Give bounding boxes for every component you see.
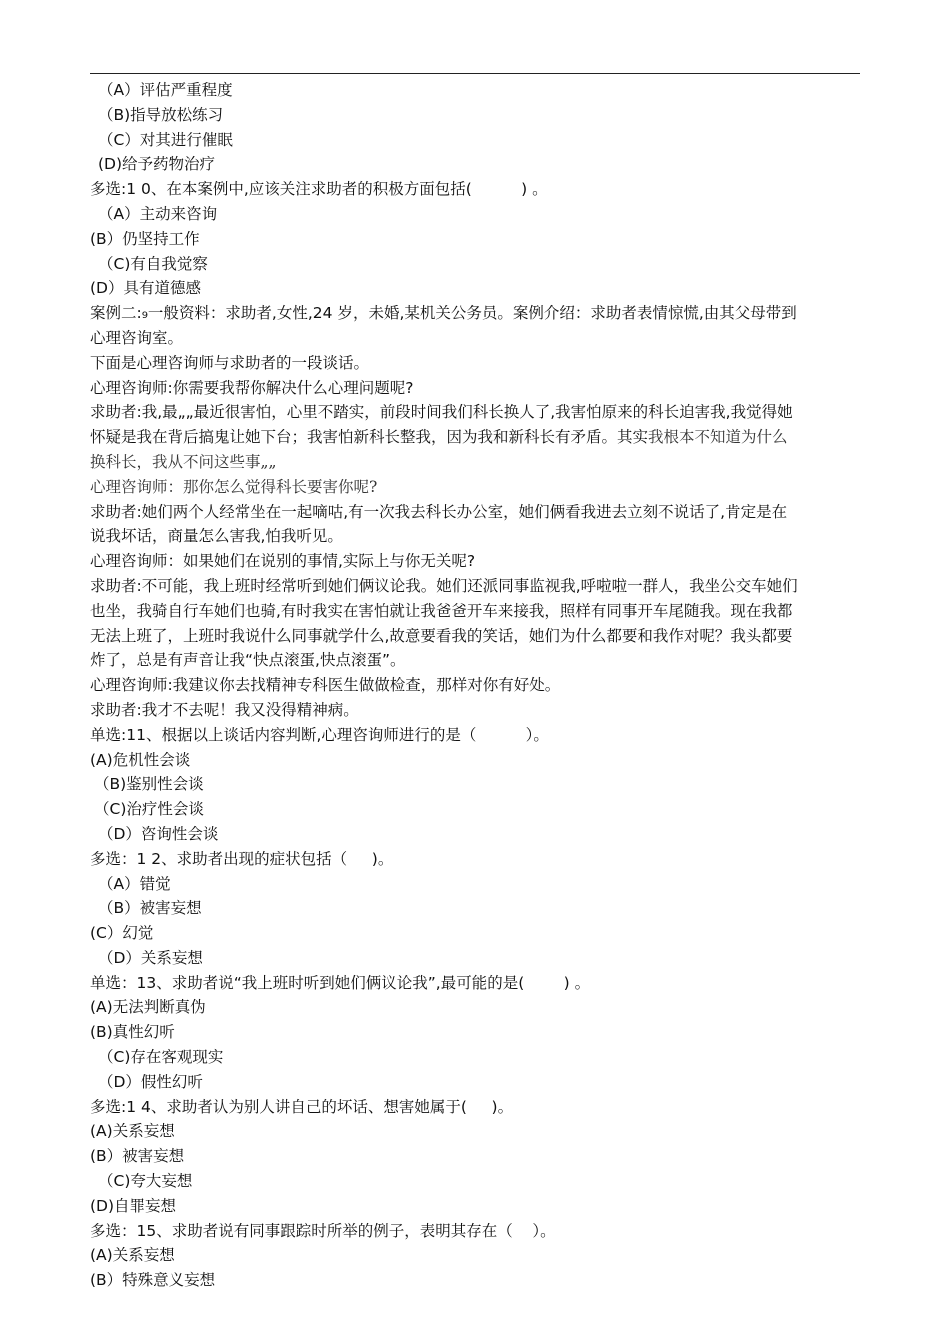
q11-option-a: (A)危机性会谈 bbox=[90, 750, 191, 769]
dialogue-client-2-line1: 求助者:她们两个人经常坐在一起嘀咕,有一次我去科长办公室，她们俩看我进去立刻不说话了,肯定是在 bbox=[90, 502, 788, 521]
dialogue-client-4: 求助者:我才不去呢！我又没得精神病。 bbox=[90, 700, 359, 719]
dialogue-counselor-4: 心理咨询师:我建议你去找精神专科医生做做检查，那样对你有好处。 bbox=[90, 676, 561, 695]
q14-option-a: (A)关系妄想 bbox=[90, 1122, 175, 1141]
case2-intro-line2: 心理咨询室。 bbox=[90, 328, 184, 347]
dialogue-counselor-3: 心理咨询师：如果她们在说别的事情,实际上与你无关呢? bbox=[90, 552, 476, 571]
dialogue-counselor-1: 心理咨询师:你需要我帮你解决什么心理问题呢? bbox=[90, 378, 414, 397]
case2-lead: 下面是心理咨询师与求助者的一段谈话。 bbox=[90, 353, 370, 372]
q12-option-b: （B）被害妄想 bbox=[98, 899, 202, 918]
dialogue-client-3-line2: 也坐，我骑自行车她们也骑,有时我实在害怕就让我爸爸开车来接我，照样有同事开车尾随我。现在我都 bbox=[90, 601, 793, 620]
q15-option-b: (B）特殊意义妄想 bbox=[90, 1271, 216, 1290]
q14-option-b: (B）被害妄想 bbox=[90, 1147, 185, 1166]
q13-stem: 单选：13、求助者说“我上班时听到她们俩议论我”,最可能的是( ) 。 bbox=[90, 973, 591, 992]
dialogue-client-1-line2-part1: 怀疑是我在背后搞鬼让她下台；我害怕新科长整我，因为我和新科长有矛盾。其实 bbox=[90, 428, 649, 447]
q10-option-b: (B）仍坚持工作 bbox=[90, 229, 200, 248]
header-rule bbox=[90, 73, 860, 74]
q12-stem: 多选：1 2、求助者出现的症状包括（ )。 bbox=[90, 849, 394, 868]
dialogue-counselor-2: 心理咨询师：那你怎么觉得科长要害你呢? bbox=[90, 477, 378, 496]
q11-option-c: （C)治疗性会谈 bbox=[94, 800, 204, 819]
q12-option-a: （A）错觉 bbox=[98, 874, 171, 893]
q9-option-c: （C）对其进行催眠 bbox=[98, 130, 233, 149]
q14-option-d: (D)自罪妄想 bbox=[90, 1196, 177, 1215]
document-body bbox=[90, 78, 862, 1293]
q11-stem: 单选:11、根据以上谈话内容判断,心理咨询师进行的是（ ）。 bbox=[90, 725, 549, 744]
q11-option-b: （B)鉴别性会谈 bbox=[94, 775, 204, 794]
q10-option-a: （A）主动来咨询 bbox=[98, 204, 218, 223]
q11-option-d: （D）咨询性会谈 bbox=[98, 824, 219, 843]
q9-option-b: （B)指导放松练习 bbox=[98, 105, 224, 124]
dialogue-client-1-line1: 求助者:我,最„„最近很害怕，心里不踏实，前段时间我们科长换人了,我害怕原来的科长迫害我,我觉得她 bbox=[90, 403, 793, 422]
q13-option-c: （C)存在客观现实 bbox=[98, 1048, 224, 1067]
dialogue-client-1-line3: 换科长，我从不问这些事„„ bbox=[90, 452, 277, 471]
q12-option-c: (C）幻觉 bbox=[90, 924, 154, 943]
q14-stem: 多选:1 4、求助者认为别人讲自己的坏话、想害她属于( )。 bbox=[90, 1097, 514, 1116]
q14-option-c: （C)夸大妄想 bbox=[98, 1172, 193, 1191]
dialogue-client-2-line2: 说我坏话，商量怎么害我,怕我听见。 bbox=[90, 527, 343, 546]
q13-option-a: (A)无法判断真伪 bbox=[90, 998, 206, 1017]
q10-option-c: （C)有自我觉察 bbox=[98, 254, 208, 273]
dialogue-client-3-line3: 无法上班了，上班时我说什么同事就学什么,故意要看我的笑话，她们为什么都要和我作对呢？我头都要 bbox=[90, 626, 793, 645]
q15-option-a: (A)关系妄想 bbox=[90, 1246, 175, 1265]
q15-stem: 多选：15、求助者说有同事跟踪时所举的例子，表明其存在（ ）。 bbox=[90, 1221, 556, 1240]
dialogue-client-3-line1: 求助者:不可能，我上班时经常听到她们俩议论我。她们还派同事监视我,呼啦啦一群人，我坐公交车她们 bbox=[90, 576, 798, 595]
dialogue-client-1-line2-part2: 我根本不知道为什么 bbox=[648, 428, 788, 447]
dialogue-client-3-line4: 炸了，总是有声音让我“快点滚蛋,快点滚蛋”。 bbox=[90, 651, 406, 670]
dialogue-client-1-line2 bbox=[90, 425, 862, 450]
q12-option-d: （D）关系妄想 bbox=[98, 948, 203, 967]
q13-option-b: (B)真性幻听 bbox=[90, 1023, 175, 1042]
q13-option-d: （D）假性幻听 bbox=[98, 1072, 203, 1091]
q9-option-a: （A）评估严重程度 bbox=[98, 81, 233, 99]
q9-option-d: (D)给予药物治疗 bbox=[98, 155, 216, 174]
q10-option-d: (D）具有道德感 bbox=[90, 279, 201, 298]
case2-intro-line1: 案例二:₉一般资料：求助者,女性,24 岁，未婚,某机关公务员。案例介绍：求助者表情惊慌,由其父母带到 bbox=[90, 304, 797, 323]
q10-stem: 多选:1 0、在本案例中,应该关注求助者的积极方面包括( ) 。 bbox=[90, 180, 548, 199]
